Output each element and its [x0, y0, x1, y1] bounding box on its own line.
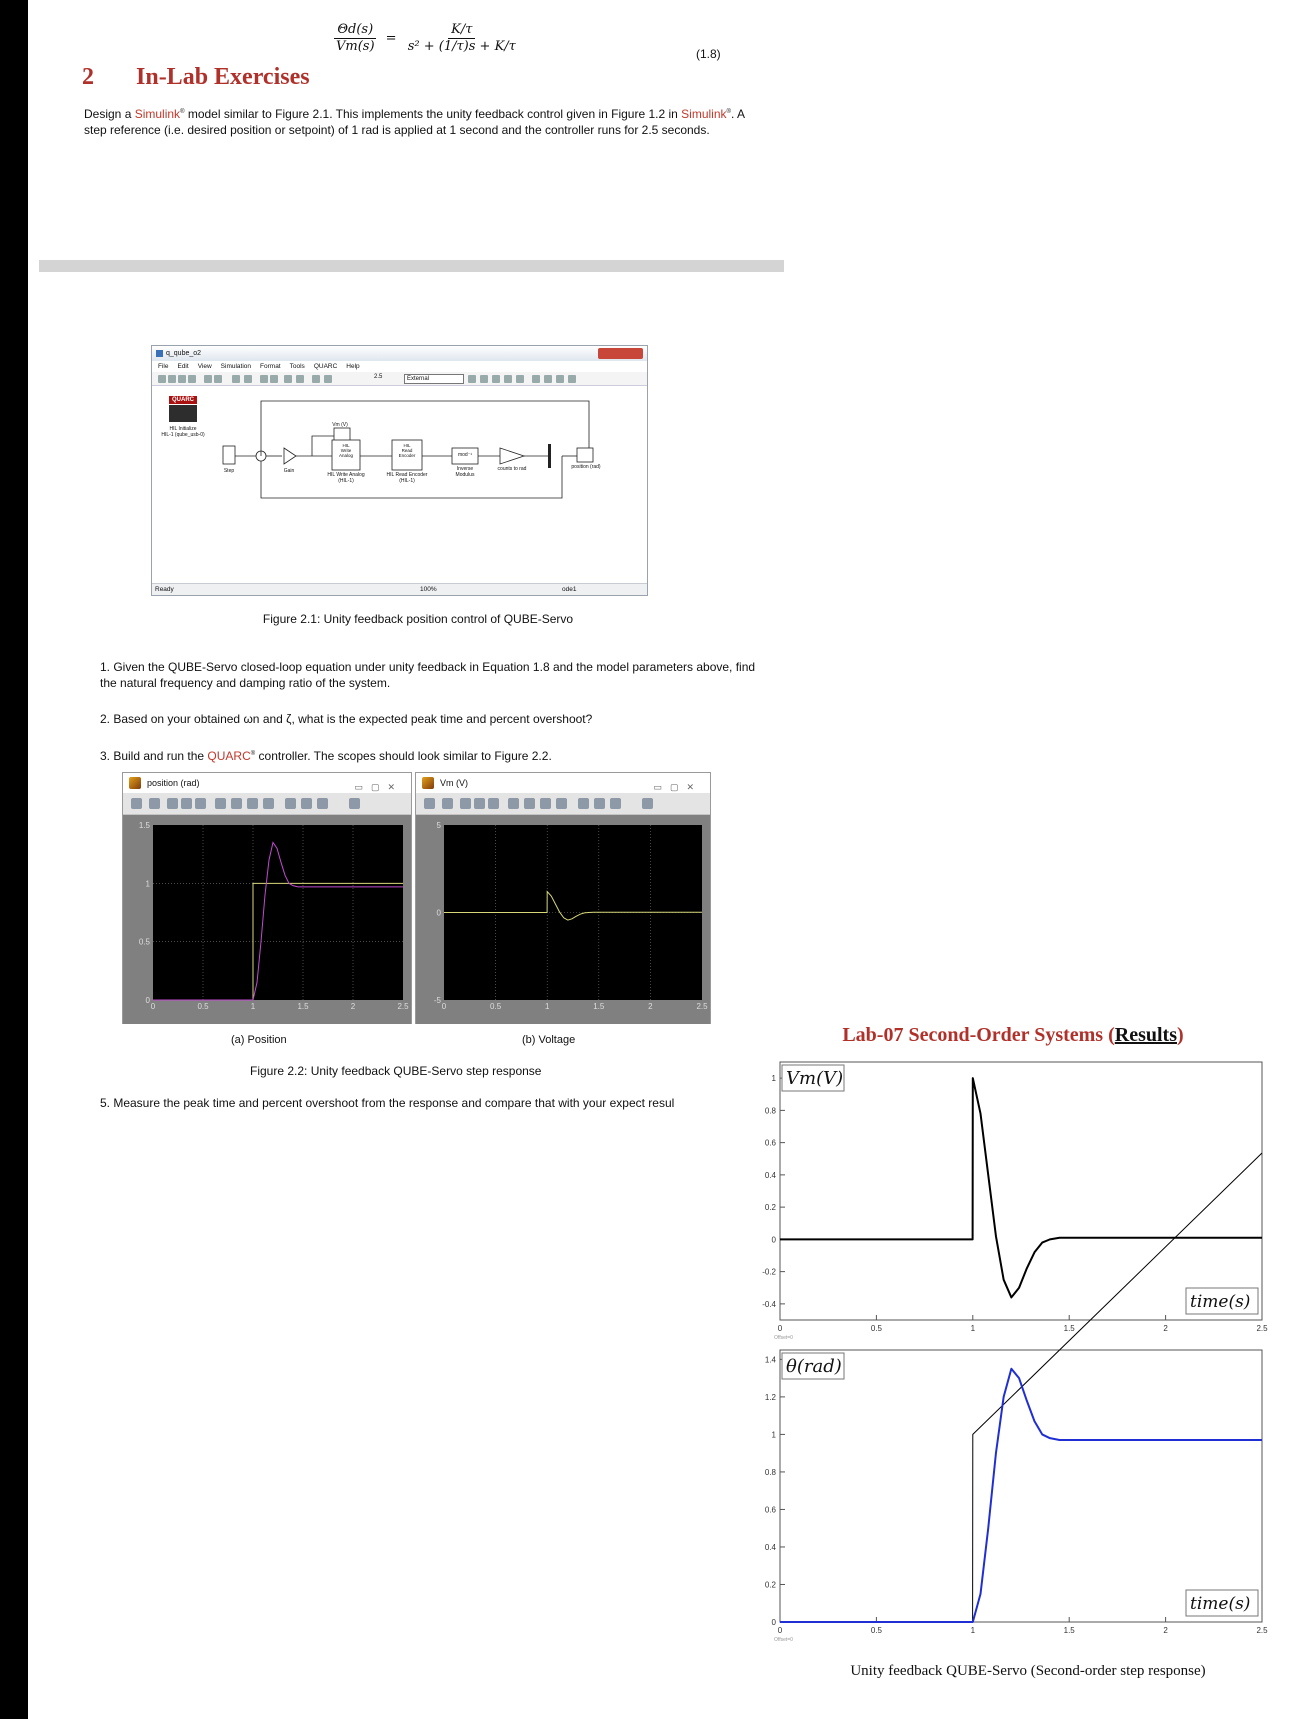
results-offset-label: Offset=0: [774, 1335, 793, 1341]
simulink-link-2[interactable]: Simulink: [681, 107, 727, 121]
results-x-tick: 2: [1163, 1324, 1168, 1333]
results-y-tick: 0: [771, 1618, 776, 1627]
results-ylabel: Vm(V): [786, 1068, 844, 1089]
results-x-tick: 1.5: [1063, 1324, 1075, 1333]
scope-x-tick: 0: [150, 1002, 156, 1011]
results-x-tick: 1: [970, 1626, 976, 1635]
results-xlabel: time(s): [1190, 1292, 1251, 1312]
results-ylabel: θ(rad): [786, 1356, 842, 1377]
hil-read-inner: HIL Read Encoder: [398, 443, 416, 458]
document-page: [28, 0, 1290, 1719]
results-y-tick: -0.2: [762, 1267, 776, 1277]
step-label: Step: [223, 468, 235, 474]
results-y-tick: 1: [771, 1430, 776, 1440]
results-x-tick: 1.5: [1063, 1626, 1075, 1635]
scope-x-tick: 1: [250, 1002, 256, 1011]
results-x-tick: 0: [777, 1324, 783, 1333]
results-x-tick: 0.5: [870, 1626, 882, 1635]
eq-lhs-den: Vm(s): [336, 39, 375, 54]
eq-lhs-num: Θd(s): [334, 22, 376, 39]
results-x-tick: 2: [1163, 1626, 1168, 1635]
scope-y-tick: 5: [436, 821, 441, 830]
hil-write-inner: HIL Write Analog: [338, 443, 353, 458]
scope-x-tick: 1.5: [593, 1002, 605, 1011]
scope-x-tick: 1.5: [297, 1002, 309, 1011]
results-title: Lab-07 Second-Order Systems (Results): [842, 1024, 1184, 1046]
inverse-modulus-label: Inverse Modulus: [455, 466, 475, 478]
results-axes-box: [780, 1350, 1262, 1622]
status-zoom: 100%: [420, 586, 437, 593]
window-buttons-icon[interactable]: ▭▢✕: [653, 782, 702, 792]
stop-time-field[interactable]: 2.5: [374, 374, 383, 380]
section-number: 2: [82, 64, 94, 90]
mod-inverse-label: mod⁻¹: [457, 452, 473, 458]
eq-rhs-den: s² + (1/τ)s + K/τ: [407, 39, 516, 54]
menu-help[interactable]: Help: [346, 363, 360, 370]
scope-x-tick: 2.5: [696, 1002, 708, 1011]
results-y-tick: 0: [771, 1235, 776, 1245]
results-y-tick: 0.4: [764, 1170, 776, 1180]
results-y-tick: 0.6: [764, 1505, 776, 1515]
eq-rhs-num: K/τ: [448, 22, 475, 39]
results-xlabel: time(s): [1190, 1594, 1251, 1614]
scope-x-tick: 2: [350, 1002, 356, 1011]
scope-y-tick: 0: [145, 996, 150, 1005]
results-y-tick: 0.4: [764, 1542, 776, 1552]
position-time-offset: Time offset: 0: [125, 1041, 174, 1050]
question-5: 5. Measure the peak time and percent overshoot from the response and compare that with your expect resul: [100, 1096, 675, 1110]
simulink-title: q_qube_o2: [166, 350, 202, 357]
results-x-tick: 1: [970, 1324, 976, 1333]
position-scope-title: position (rad): [147, 778, 200, 788]
equation-1-8: $\frac{\Theta d(s)}{Vm(s)}$ = $\frac{K/\tau}{\text{s² + (1/τ)s + K/τ}}$: [333, 22, 519, 55]
figure-2-1-caption: Figure 2.1: Unity feedback position control of QUBE-Servo: [262, 612, 574, 626]
results-x-tick: 2.5: [1256, 1626, 1268, 1635]
quarc-link[interactable]: QUARC: [207, 749, 251, 763]
scope-y-tick: 0: [436, 908, 441, 918]
section-title: In-Lab Exercises: [136, 64, 310, 90]
results-x-tick: 0: [777, 1626, 783, 1635]
scope-y-tick: 1.5: [138, 821, 150, 830]
scope-y-tick: -5: [433, 996, 441, 1005]
results-y-tick: 0.8: [764, 1106, 776, 1116]
position-scope-label: position (rad): [571, 464, 601, 470]
results-y-tick: 1.2: [764, 1392, 776, 1402]
equation-number: (1.8): [696, 47, 721, 61]
window-buttons-icon[interactable]: ▭▢✕: [354, 782, 403, 792]
intro-paragraph: Design a Simulink® model similar to Figure 2.1. This implements the unity feedback control given in Figure 1.2 in Simulink®. A step reference (i.e. desired position or setpoint) of 1 rad is applied at 1 second and the controller runs for 2.5 seconds.: [84, 107, 745, 137]
scope-x-tick: 0.5: [490, 1002, 502, 1011]
hil-read-label: HIL Read Encoder (HIL-1): [386, 472, 428, 484]
results-y-tick: 0.8: [764, 1467, 776, 1477]
hil-write-label: HIL Write Analog (HIL-1): [327, 472, 365, 484]
voltage-time-offset: Time offset: 0: [418, 1041, 467, 1050]
scope-y-tick: 0.5: [138, 937, 150, 947]
scope-y-tick: 1: [145, 879, 150, 889]
status-solver: ode1: [562, 586, 577, 593]
quarc-logo: QUARC: [169, 396, 197, 404]
results-offset-label: Offset=0: [774, 1637, 793, 1643]
simulation-mode-select[interactable]: External: [404, 374, 464, 384]
menu-view[interactable]: View: [197, 363, 212, 370]
results-x-tick: 2.5: [1256, 1324, 1268, 1333]
results-charts: [28, 0, 1290, 1719]
counts-to-rad-label: counts to rad: [497, 466, 527, 472]
menu-file[interactable]: File: [158, 363, 169, 370]
scope-x-tick: 0: [441, 1002, 447, 1011]
results-link[interactable]: Results: [1114, 1024, 1177, 1046]
scope-x-tick: 2.5: [397, 1002, 409, 1011]
figure-2-2-caption: Figure 2.2: Unity feedback QUBE-Servo step response: [250, 1064, 542, 1078]
scope-x-tick: 2: [648, 1002, 653, 1011]
question-3: 3. Build and run the QUARC® controller. The scopes should look similar to Figure 2.2.: [100, 749, 552, 763]
menu-tools[interactable]: Tools: [289, 363, 305, 370]
scope-x-tick: 0.5: [197, 1002, 209, 1011]
results-y-tick: 0.6: [764, 1138, 776, 1148]
simulink-link[interactable]: Simulink: [134, 107, 181, 121]
status-ready: Ready: [155, 586, 174, 593]
hil-initialize-label: HIL Initialize HIL-1 (qube_usb-0): [161, 426, 205, 438]
results-y-tick: 0.2: [764, 1203, 776, 1213]
subcaption-voltage: (b) Voltage: [522, 1034, 576, 1046]
results-y-tick: 1.4: [764, 1355, 776, 1365]
results-y-tick: 1: [771, 1074, 776, 1084]
results-y-tick: -0.4: [762, 1299, 776, 1309]
results-caption: Unity feedback QUBE-Servo (Second-order step response): [850, 1663, 1206, 1679]
vm-scope-label: Vm (V): [332, 422, 348, 428]
question-1: 1. Given the QUBE-Servo closed-loop equation under unity feedback in Equation 1.8 and the model parameters above, find the natural frequency and damping ratio of the system.: [100, 660, 756, 690]
menu-edit[interactable]: Edit: [177, 363, 189, 370]
menu-quarc[interactable]: QUARC: [313, 363, 338, 370]
subcaption-position: (a) Position: [231, 1034, 287, 1046]
voltage-scope-title: Vm (V): [440, 778, 468, 788]
menu-simulation[interactable]: Simulation: [220, 363, 252, 370]
question-2: 2. Based on your obtained ωn and ζ, what is the expected peak time and percent overshoot?: [100, 712, 593, 726]
scope-x-tick: 1: [544, 1002, 550, 1011]
results-x-tick: 0.5: [870, 1324, 882, 1333]
results-y-tick: 0.2: [764, 1580, 776, 1590]
menu-format[interactable]: Format: [260, 363, 281, 370]
gain-label: Gain: [283, 468, 295, 474]
